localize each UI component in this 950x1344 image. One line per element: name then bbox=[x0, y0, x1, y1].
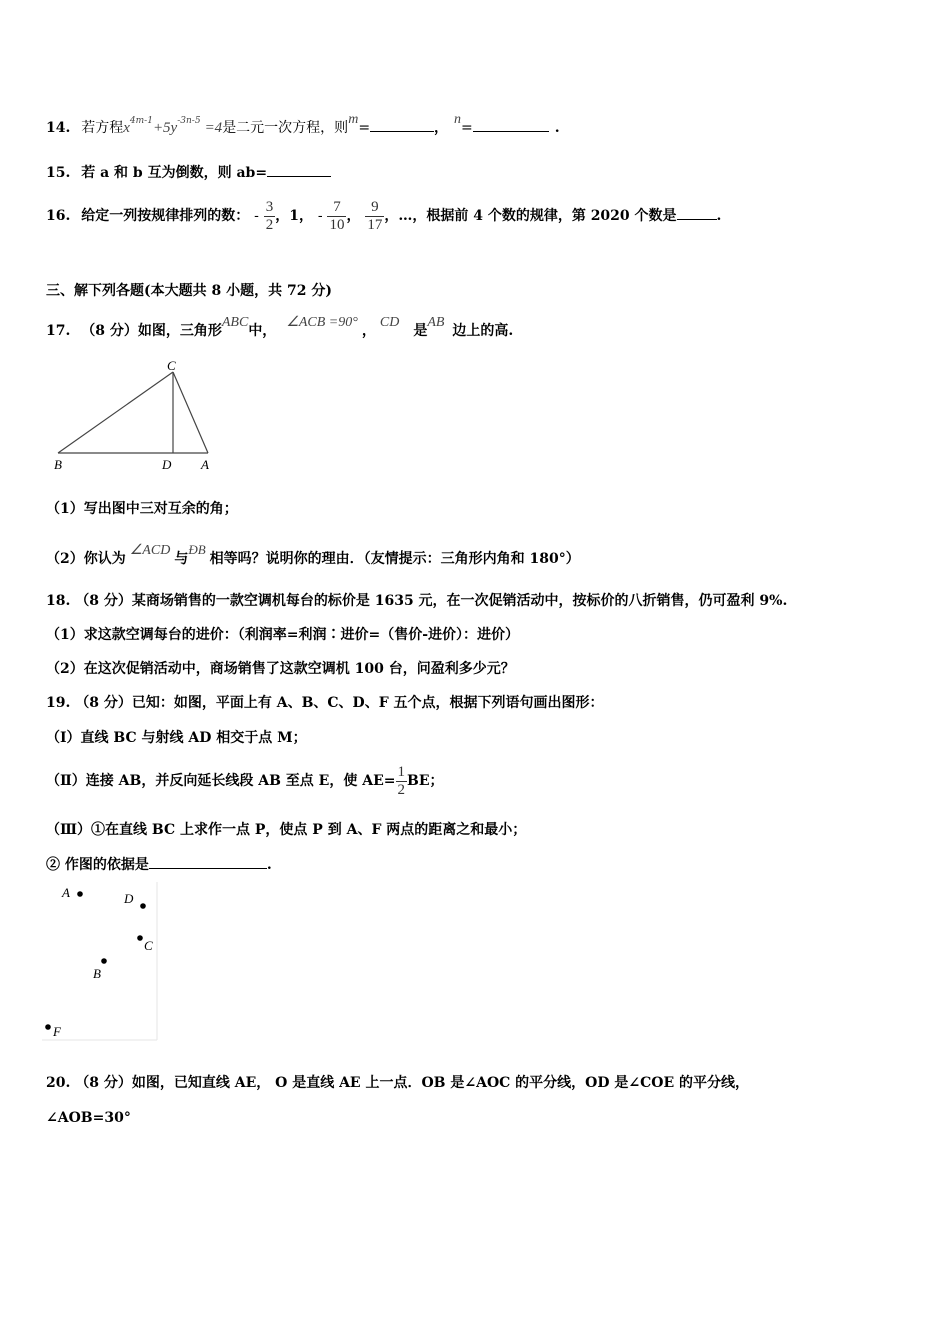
q17-score: （8 分）如图，三角形 bbox=[81, 323, 222, 339]
q19-part-2 bbox=[46, 758, 444, 804]
q16-fraction-1 bbox=[264, 199, 276, 234]
q17-is: 是 bbox=[413, 323, 428, 339]
q20-given: ∠AOB=30° bbox=[46, 1110, 131, 1126]
q17-ab: AB bbox=[427, 315, 445, 330]
q16-fraction-3 bbox=[365, 199, 384, 234]
q19-p2-b: BE； bbox=[407, 773, 444, 789]
point-b bbox=[101, 958, 107, 964]
q16-sep-2: ， bbox=[346, 208, 361, 224]
q19-part-1: （Ⅰ）直线 BC 与射线 AD 相交于点 M； bbox=[46, 730, 307, 746]
point-d bbox=[140, 903, 146, 909]
q14-n: n bbox=[454, 112, 462, 127]
q14-eqsign-2: = bbox=[461, 120, 473, 136]
q17-angle: ∠ACB =90° bbox=[286, 315, 358, 330]
q17-p2-a: （2）你认为 bbox=[46, 551, 126, 567]
q16-sep-1: ，1， bbox=[275, 208, 313, 224]
points-figure bbox=[40, 880, 158, 1042]
label-b: B bbox=[54, 457, 62, 472]
q16-f1-numerator: 3 bbox=[265, 198, 274, 215]
q16-number: 16. bbox=[46, 208, 71, 224]
point-label-c: C bbox=[144, 938, 153, 953]
q19-frac-numerator: 1 bbox=[397, 763, 405, 780]
q20-stem: 20. （8 分）如图，已知直线 AE， O 是直线 AE 上一点．OB 是∠AOC 的平分线，OD 是∠COE 的平分线， bbox=[46, 1075, 750, 1091]
q16-f1-denominator: 2 bbox=[265, 216, 274, 233]
q14-eq4: =4 bbox=[204, 120, 223, 136]
q18-stem: 18. （8 分）某商场销售的一款空调机每台的标价是 1635 元，在一次促销活动中，按标价的八折销售，仍可盈利 9%. bbox=[46, 593, 788, 609]
q14-blank-m[interactable] bbox=[370, 119, 434, 132]
point-label-b: B bbox=[93, 966, 101, 981]
q14-number: 14. bbox=[46, 120, 71, 136]
q14-comma: ， bbox=[434, 120, 449, 136]
q18-part-2: （2）在这次促销活动中，商场销售了这款空调机 100 台，问盈利多少元？ bbox=[46, 661, 515, 677]
q19-p2-a: （Ⅱ）连接 AB，并反向延长线段 AB 至点 E，使 AE= bbox=[46, 773, 396, 789]
q14-exp-1: 4m-1 bbox=[129, 116, 153, 126]
q16-blank[interactable] bbox=[677, 207, 717, 220]
section-3-title: 三、解下列各题(本大题共 8 小题，共 72 分) bbox=[46, 283, 332, 299]
q19-part-4 bbox=[46, 854, 272, 874]
q16-neg-1: - bbox=[254, 208, 259, 224]
point-label-d: D bbox=[124, 891, 134, 906]
q14-x: x bbox=[123, 120, 130, 136]
q15-blank[interactable] bbox=[267, 164, 331, 177]
q16-text-2: ，…，根据前 4 个数的规律，第 2020 个数是 bbox=[384, 208, 677, 224]
q17-p2-b: 相等吗？说明你的理由．（友情提示：三角形内角和 180°） bbox=[209, 551, 580, 567]
q17-cd: CD bbox=[379, 315, 400, 330]
q17-comma: ， bbox=[361, 323, 376, 339]
point-f bbox=[45, 1024, 51, 1030]
side-bc bbox=[58, 372, 173, 453]
q16-f3-denominator: 17 bbox=[367, 216, 383, 233]
q19-fraction bbox=[396, 764, 408, 799]
q19-p4-text: ② 作图的依据是 bbox=[46, 857, 149, 873]
q19-part-3: （Ⅲ）①在直线 BC 上求作一点 P，使点 P 到 A、F 两点的距离之和最小； bbox=[46, 822, 527, 838]
question-14 bbox=[46, 112, 560, 137]
q19-frac-denominator: 2 bbox=[397, 781, 405, 798]
q14-plus5y: +5y bbox=[152, 120, 178, 136]
q17-tail: 边上的高. bbox=[452, 323, 514, 339]
q14-end: . bbox=[554, 120, 560, 136]
q14-exp-2: -3n-5 bbox=[177, 116, 201, 126]
q16-fraction-2 bbox=[327, 199, 346, 234]
label-d: D bbox=[162, 457, 172, 472]
q19-blank[interactable] bbox=[149, 856, 267, 869]
q14-text-1: 若方程 bbox=[81, 120, 124, 136]
q14-blank-n[interactable] bbox=[473, 119, 549, 132]
q16-f3-numerator: 9 bbox=[365, 199, 384, 217]
q14-text-2: 是二元一次方程，则 bbox=[222, 120, 349, 136]
side-ca bbox=[173, 372, 208, 453]
q16-text-1: 给定一列按规律排列的数： bbox=[81, 208, 250, 224]
q17-part-1: （1）写出图中三对互余的角； bbox=[46, 501, 238, 517]
label-c: C bbox=[167, 358, 176, 373]
q17-mid: 中， bbox=[248, 323, 277, 339]
q17-acd: ∠ACD bbox=[129, 543, 171, 558]
q17-and: 与 bbox=[174, 551, 189, 567]
q18-part-1: （1）求这款空调每台的进价：（利润率=利润∶进价=（售价-进价）：进价） bbox=[46, 627, 520, 643]
point-label-f: F bbox=[53, 1024, 61, 1039]
q16-end: . bbox=[716, 208, 722, 224]
triangle-figure bbox=[46, 356, 226, 476]
q16-neg-2: - bbox=[317, 208, 323, 224]
question-16 bbox=[46, 196, 721, 236]
question-17 bbox=[46, 314, 513, 340]
q17-abc: ABC bbox=[221, 315, 249, 330]
q15-number: 15. bbox=[46, 165, 71, 181]
q14-eqsign-1: = bbox=[358, 120, 371, 136]
q16-f2-numerator: 7 bbox=[327, 199, 346, 217]
q16-f2-denominator: 10 bbox=[329, 216, 345, 233]
q19-p4-end: . bbox=[266, 857, 272, 873]
point-a bbox=[77, 891, 83, 897]
q15-text: 若 a 和 b 互为倒数，则 ab= bbox=[81, 165, 268, 181]
q19-stem: 19. （8 分）已知：如图，平面上有 A、B、C、D、F 五个点，根据下列语句画出图形： bbox=[46, 695, 604, 711]
q17-part-2 bbox=[46, 542, 580, 568]
q14-m: m bbox=[348, 112, 359, 127]
label-a: A bbox=[201, 457, 209, 472]
q17-angle-b: ÐB bbox=[188, 542, 206, 557]
point-c bbox=[137, 935, 143, 941]
q17-number: 17. bbox=[46, 323, 71, 339]
point-label-a: A bbox=[62, 885, 70, 900]
question-15 bbox=[46, 162, 331, 182]
